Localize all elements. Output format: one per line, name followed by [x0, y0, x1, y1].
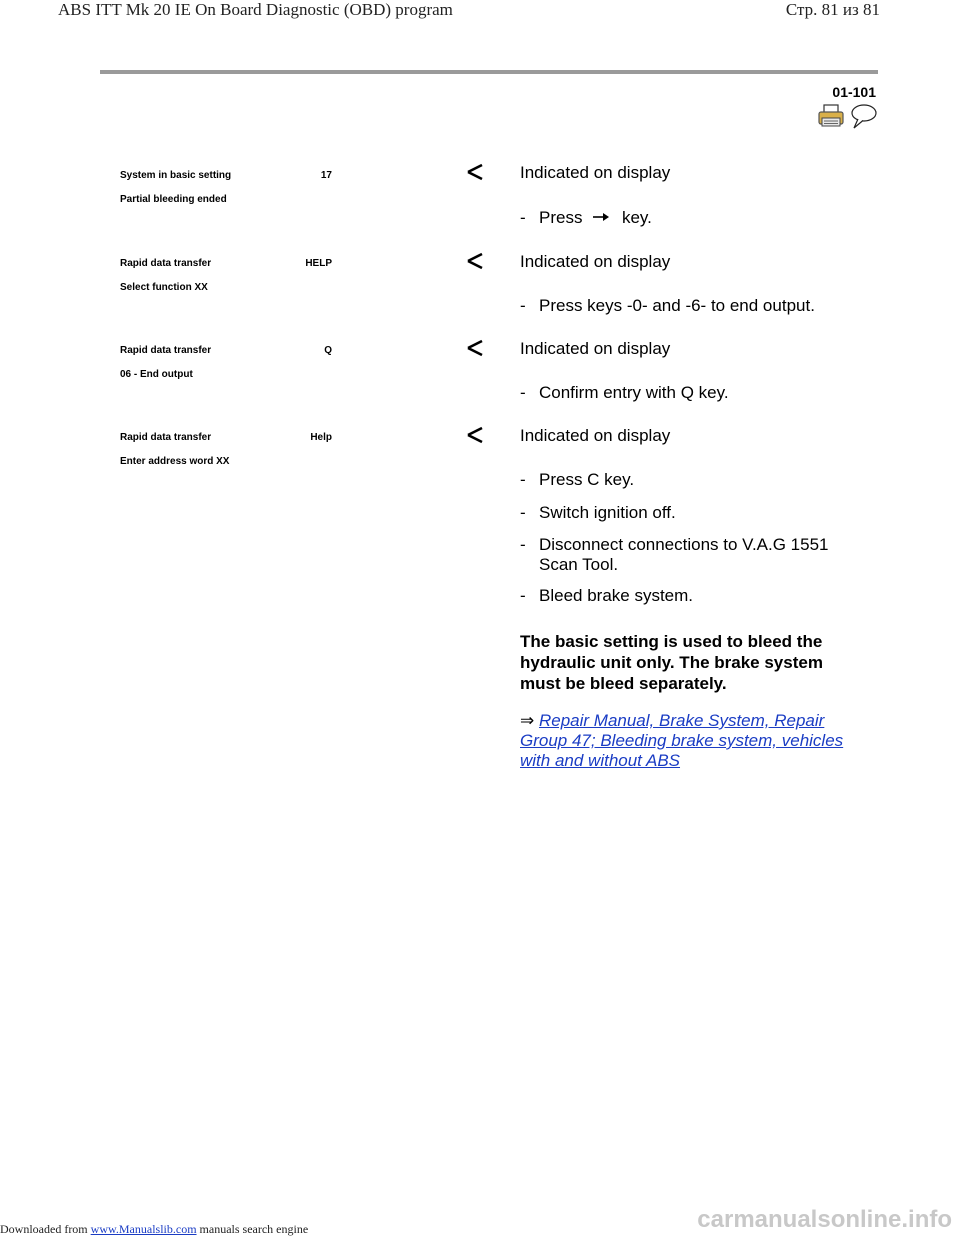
page-counter: Стр. 81 из 81 [785, 0, 880, 19]
step-item: - Press key. [520, 208, 652, 227]
step-text: Press keys -0- and -6- to end output. [539, 296, 815, 315]
display-readout-2 [120, 258, 332, 293]
step-item: - Switch ignition off. [520, 503, 676, 522]
download-footer: Downloaded from www.Manualslib.com manuals search engine [0, 1222, 309, 1236]
display-line2-text: Partial bleeding ended [120, 194, 227, 205]
pointer-arrow-icon [466, 339, 484, 357]
display-line1-text: Rapid data transfer [120, 345, 212, 356]
display-line1-text: Rapid data transfer [120, 432, 212, 443]
display-line1-text: Rapid data transfer [120, 258, 212, 269]
display-line1-value: HELP [305, 258, 332, 269]
display-line2-text: 06 - End output [120, 369, 193, 380]
header-rule [100, 70, 878, 74]
step-text: Bleed brake system. [539, 586, 694, 605]
reference-link[interactable]: Repair Manual, Brake System, Repair [538, 711, 825, 730]
step-item: - Bleed brake system. [520, 586, 694, 605]
step-text: Press C key. [539, 470, 635, 489]
document-title: ABS ITT Mk 20 IE On Board Diagnostic (OBD) program [58, 0, 453, 19]
display-line1-value: 17 [320, 170, 332, 181]
step-item: - Confirm entry with Q key. [520, 383, 729, 402]
display-line1-value: Help [310, 432, 332, 443]
step-text: Confirm entry with Q key. [539, 383, 729, 402]
display-readout-3 [120, 345, 332, 380]
display-readout-1 [120, 170, 332, 205]
display-line1-value: Q [324, 345, 332, 356]
step-text: Disconnect connections to V.A.G 1551 [539, 535, 829, 554]
pointer-arrow-icon [466, 163, 484, 181]
toolbar-icons [816, 104, 878, 132]
watermark: carmanualsonline.info [697, 1206, 952, 1233]
printer-icon[interactable] [818, 104, 844, 133]
indicated-on-display-text: Indicated on display [520, 252, 671, 271]
step-text: Switch ignition off. [539, 503, 676, 522]
manualslib-link[interactable]: www.Manualslib.com [90, 1222, 197, 1236]
reference-link[interactable]: with and without ABS [520, 751, 681, 770]
step-item: - Press keys -0- and -6- to end output. [520, 296, 815, 315]
reference-link[interactable]: Group 47; Bleeding brake system, vehicles [520, 731, 844, 750]
display-line1-text: System in basic setting [120, 170, 232, 181]
repair-manual-reference [520, 711, 870, 771]
note-line: must be bleed separately. [520, 674, 727, 693]
pointer-arrow-icon [466, 426, 484, 444]
display-line2-text: Select function XX [120, 282, 208, 293]
pointer-arrow-icon [466, 252, 484, 270]
note-line: hydraulic unit only. The brake system [520, 653, 823, 672]
indicated-on-display-text: Indicated on display [520, 426, 671, 445]
step-item: - Press C key. [520, 470, 635, 489]
step-item: - Disconnect connections to V.A.G 1551 Scan Tool. [520, 535, 829, 574]
indicated-on-display-text: Indicated on display [520, 163, 671, 182]
page-number: 01-101 [832, 84, 876, 100]
step-text: Press [539, 208, 583, 227]
indicated-on-display-text: Indicated on display [520, 339, 671, 358]
bold-note [520, 631, 860, 694]
step-text-continued: Scan Tool. [539, 555, 619, 574]
display-line2-text: Enter address word XX [120, 456, 230, 467]
arrow-right-icon [591, 211, 613, 223]
step-text-suffix: key. [621, 208, 652, 227]
note-line: The basic setting is used to bleed the [520, 632, 823, 651]
speech-bubble-icon[interactable] [850, 104, 878, 135]
display-readout-4 [120, 432, 332, 467]
implies-arrow-icon: ⇒ [520, 711, 535, 730]
